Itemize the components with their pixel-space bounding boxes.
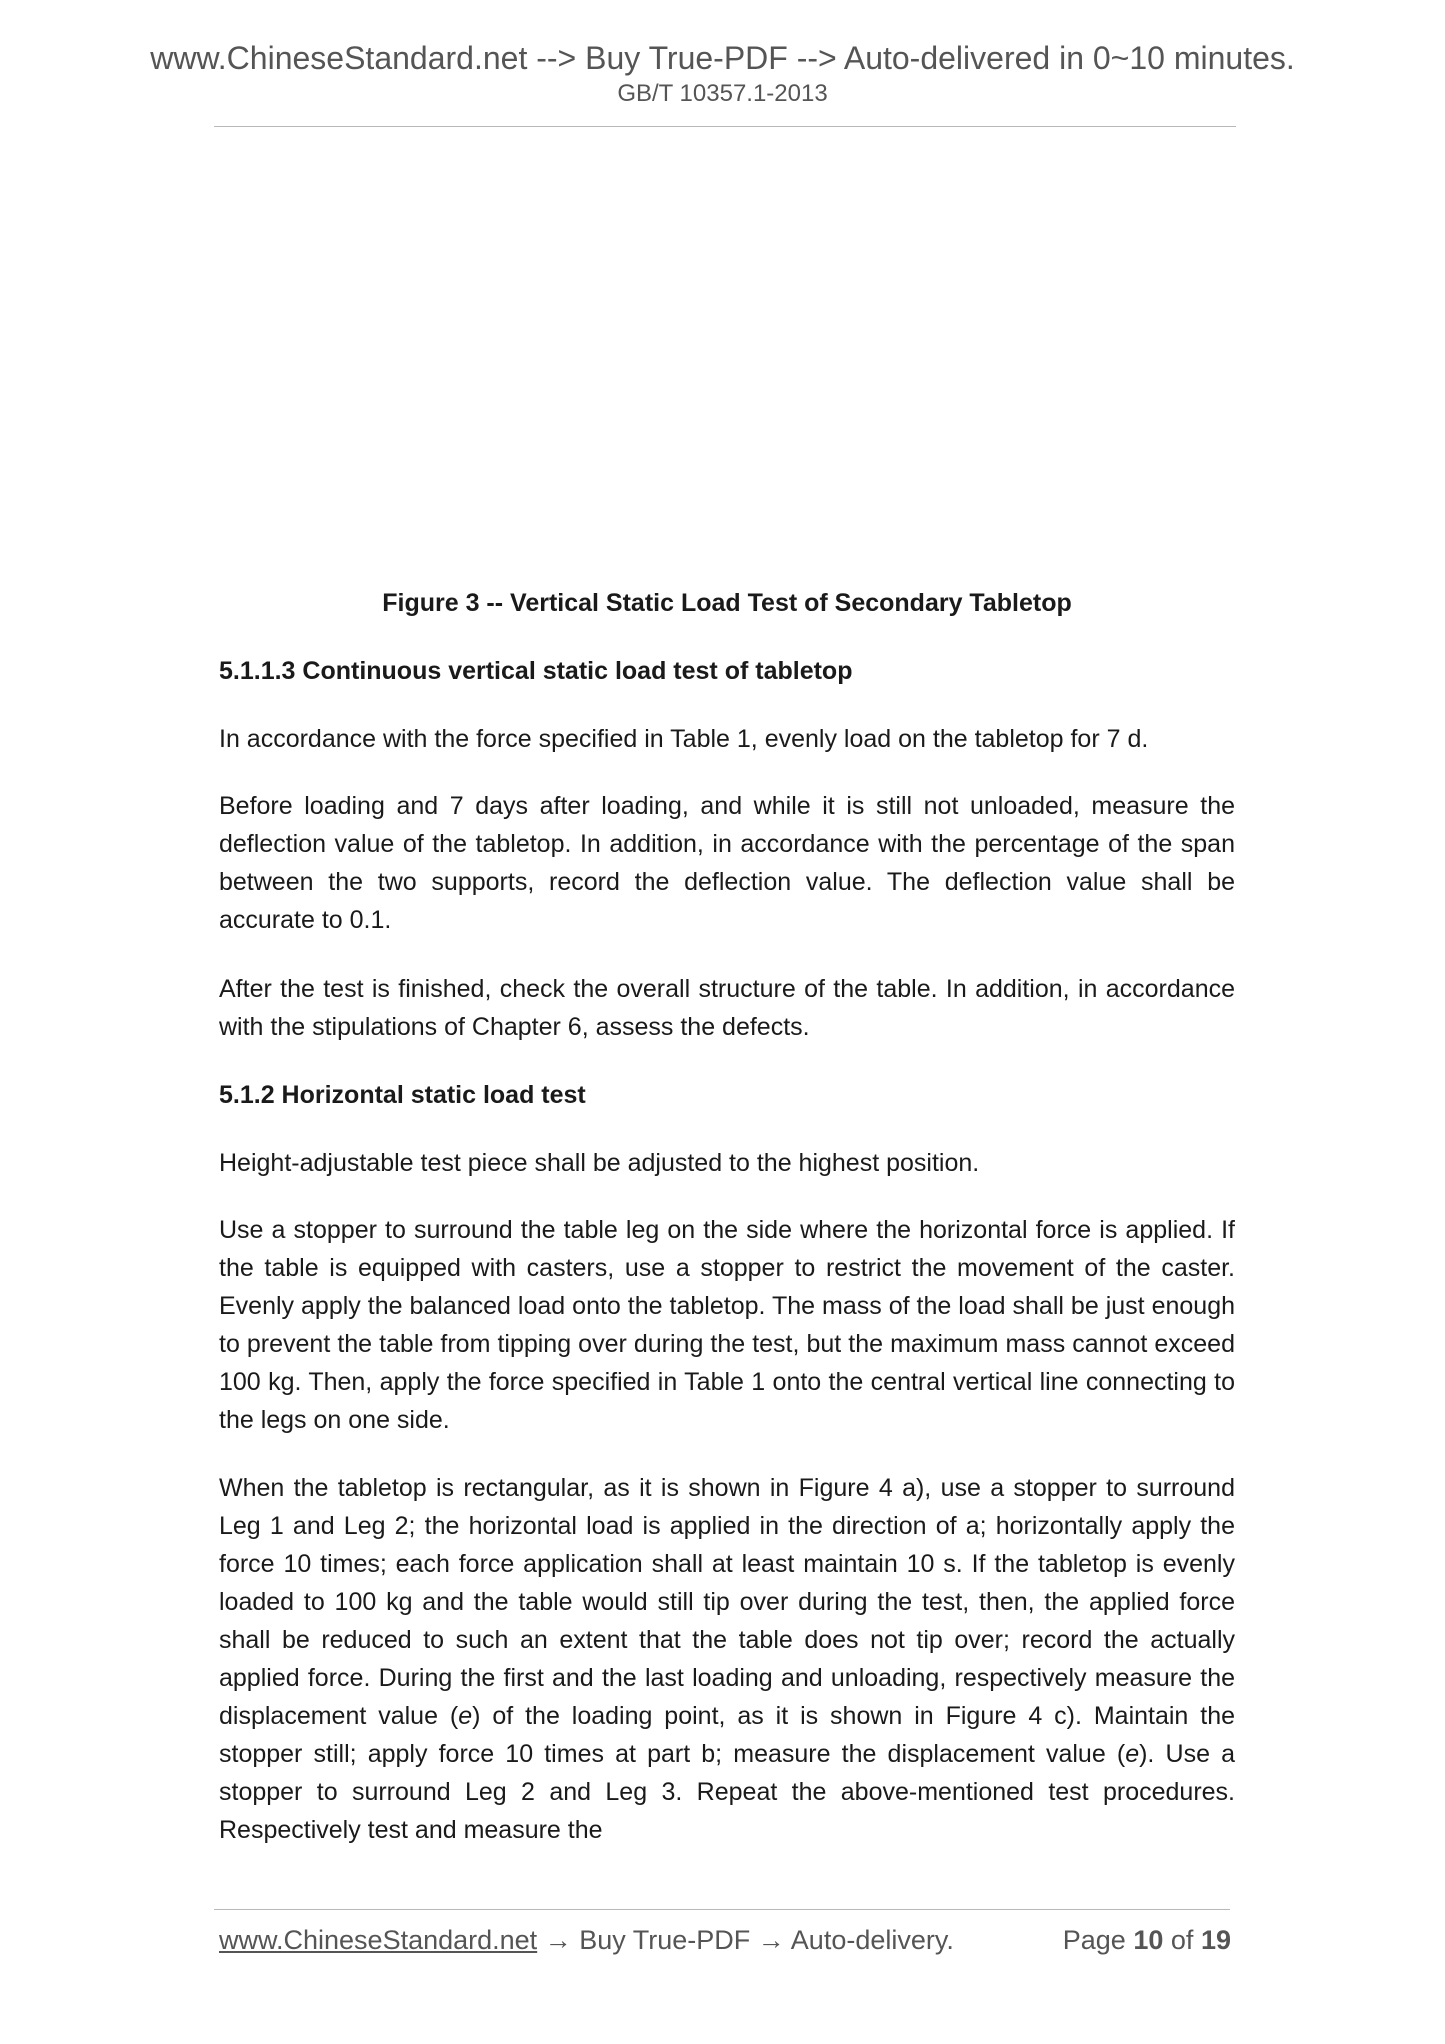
paragraph-4: Height-adjustable test piece shall be adjusted to the highest position. [219,1149,980,1177]
displacement-variable: e [1125,1740,1140,1768]
figure-caption: Figure 3 -- Vertical Static Load Test of Secondary Tabletop [382,589,1072,617]
paragraph-6 [219,1469,1235,1849]
page-indicator [1063,1925,1231,1956]
footer-links [219,1925,954,1956]
paragraph-6-text-a: When the tabletop is rectangular, as it is shown in Figure 4 a), use a stopper to surround Leg 1 and Leg 2; the horizontal load is applied in the direction of a; horizontally apply the force 10 times; each force application shall at least maintain 10 s. If the tabletop is evenly loaded to 100 kg and the table would still tip over during the test, then, the applied force shall be reduced to such an extent that the table does not tip over; record the actually applied force. During the first and the last loading and unloading, respectively measure the displacement value ( [219,1474,1235,1730]
displacement-variable: e [458,1702,473,1730]
buy-true-pdf-text: Buy True-PDF [579,1925,751,1955]
paragraph-6-text-b: ) of the loading point, as it is shown in Figure 4 c). Maintain the stopper still; apply force 10 times at part b; measure the displacement value ( [219,1702,1235,1768]
header-banner: www.ChineseStandard.net --> Buy True-PDF --> Auto-delivered in 0~10 minutes. [150,40,1295,76]
total-pages: 19 [1200,1925,1231,1955]
footer-divider [214,1909,1230,1910]
page-number: 10 [1133,1925,1164,1955]
arrow-right-icon: → [757,1925,785,1955]
paragraph-6-text-c: ). Use a stopper to surround Leg 2 and Leg 3. Repeat the above-mentioned test procedures. Respectively test and measure the [219,1740,1236,1844]
auto-delivery-text: Auto-delivery. [790,1925,954,1955]
page-label: Page [1062,1925,1126,1955]
paragraph-1: In accordance with the force specified in Table 1, evenly load on the tabletop for 7 d. [219,725,1149,753]
arrow-right-icon: → [544,1925,572,1955]
section-5-1-1-3-heading: 5.1.1.3 Continuous vertical static load test of tabletop [219,657,853,685]
paragraph-5: Use a stopper to surround the table leg on the side where the horizontal force is applied. If the table is equipped with casters, use a stopper to restrict the movement of the caster. Evenly apply the balanced load onto the tabletop. The mass of the load shall be just enough to prevent the table from tipping over during the test, but the maximum mass cannot exceed 100 kg. Then, apply the force specified in Table 1 onto the central vertical line connecting to the legs on one side. [219,1216,1235,1434]
document-id: GB/T 10357.1-2013 [617,80,828,107]
header-divider [214,126,1236,127]
page-footer [219,1925,1231,1959]
paragraph-2: Before loading and 7 days after loading, and while it is still not unloaded, measure the deflection value of the tabletop. In addition, in accordance with the percentage of the span between the two supports, record the deflection value. The deflection value shall be accurate to 0.1. [219,792,1235,934]
section-5-1-2-heading: 5.1.2 Horizontal static load test [219,1081,586,1109]
of-label: of [1170,1925,1194,1955]
website-link[interactable]: www.ChineseStandard.net [219,1925,538,1955]
paragraph-3: After the test is finished, check the overall structure of the table. In addition, in accordance with the stipulations of Chapter 6, assess the defects. [219,975,1235,1041]
